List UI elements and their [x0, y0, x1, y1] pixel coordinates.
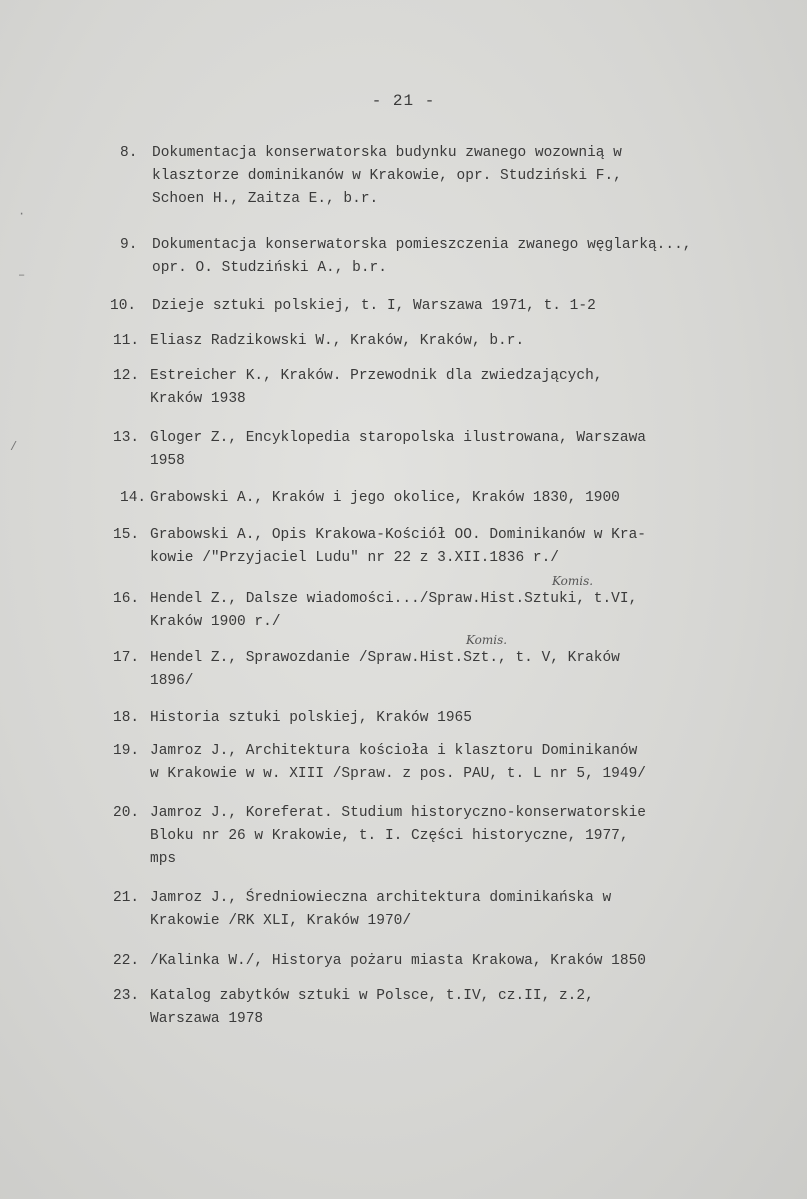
entry-text: Hendel Z., Sprawozdanie /Spraw.Hist.Szt., t. V, Kraków	[150, 650, 620, 666]
list-item	[0, 427, 646, 473]
entry-number: 20.	[113, 805, 140, 821]
entry-text: Jamroz J., Średniowieczna architektura dominikańska w	[150, 890, 612, 906]
entry-text: Eliasz Radzikowski W., Kraków, Kraków, b.r.	[150, 333, 525, 349]
entry-text: Katalog zabytków sztuki w Polsce, t.IV, cz.II, z.2,	[150, 988, 594, 1004]
entry-text: w Krakowie w w. XIII /Spraw. z pos. PAU, t. L nr 5, 1949/	[150, 766, 646, 782]
entry-text: Dokumentacja konserwatorska budynku zwanego wozownią w	[152, 145, 622, 161]
entry-text: 1958	[150, 453, 185, 469]
entry-text: kowie /"Przyjaciel Ludu" nr 22 z 3.XII.1836 r./	[150, 550, 559, 566]
list-item	[0, 887, 612, 933]
entry-number: 13.	[113, 430, 140, 446]
margin-tick: ·	[18, 207, 26, 221]
entry-text: Grabowski A., Opis Krakowa-Kościół OO. Dominikanów w Kra-	[150, 527, 646, 543]
entry-text: klasztorze dominikanów w Krakowie, opr. Studziński F.,	[152, 168, 622, 184]
entry-number: 18.	[113, 710, 140, 726]
entry-number: 19.	[113, 743, 140, 759]
entry-number: 9.	[120, 237, 138, 253]
list-item	[0, 365, 603, 411]
handwritten-note: Komis.	[466, 633, 508, 647]
entry-text: Jamroz J., Architektura kościoła i klasztoru Dominikanów	[150, 743, 638, 759]
entry-text: Gloger Z., Encyklopedia staropolska ilustrowana, Warszawa	[150, 430, 646, 446]
list-item	[0, 524, 646, 570]
entry-text: Hendel Z., Dalsze wiadomości.../Spraw.Hist.Sztuki, t.VI,	[150, 591, 638, 607]
entry-number: 15.	[113, 527, 140, 543]
entry-text: Dzieje sztuki polskiej, t. I, Warszawa 1971, t. 1-2	[152, 298, 596, 314]
entry-number: 12.	[113, 368, 140, 384]
entry-number: 10.	[110, 298, 137, 314]
entry-text: mps	[150, 851, 177, 867]
list-item	[0, 633, 620, 693]
list-item	[0, 740, 646, 786]
entry-number: 21.	[113, 890, 140, 906]
list-item	[0, 295, 596, 318]
margin-tick: /	[10, 440, 18, 454]
entry-number: 17.	[113, 650, 140, 666]
list-item	[0, 802, 646, 871]
list-item	[0, 707, 472, 730]
entry-text: Estreicher K., Kraków. Przewodnik dla zwiedzających,	[150, 368, 603, 384]
list-item	[0, 487, 620, 510]
entry-text: Dokumentacja konserwatorska pomieszczenia zwanego węglarką...,	[152, 237, 692, 253]
handwritten-note: Komis.	[552, 574, 594, 588]
list-item	[0, 234, 692, 280]
list-item	[0, 142, 622, 211]
entry-number: 16.	[113, 591, 140, 607]
list-item	[0, 985, 594, 1031]
entry-text: 1896/	[150, 673, 194, 689]
entry-text: opr. O. Studziński A., b.r.	[152, 260, 387, 276]
entry-text: Kraków 1900 r./	[150, 614, 281, 630]
entry-text: /Kalinka W./, Historya pożaru miasta Krakowa, Kraków 1850	[150, 953, 646, 969]
list-item	[0, 574, 638, 634]
entry-text: Schoen H., Zaitza E., b.r.	[152, 191, 379, 207]
entry-text: Bloku nr 26 w Krakowie, t. I. Części historyczne, 1977,	[150, 828, 629, 844]
entry-text: Krakowie /RK XLI, Kraków 1970/	[150, 913, 412, 929]
entry-text: Kraków 1938	[150, 391, 246, 407]
entry-number: 11.	[113, 333, 140, 349]
list-item	[0, 950, 646, 973]
entry-number: 8.	[120, 145, 138, 161]
entry-number: 23.	[113, 988, 140, 1004]
entry-text: Jamroz J., Koreferat. Studium historyczno-konserwatorskie	[150, 805, 646, 821]
entry-text: Warszawa 1978	[150, 1011, 264, 1027]
page-number: - 21 -	[371, 92, 436, 110]
entry-number: 14.	[120, 490, 147, 506]
entry-text: Historia sztuki polskiej, Kraków 1965	[150, 710, 472, 726]
entry-number: 22.	[113, 953, 140, 969]
entry-text: Grabowski A., Kraków i jego okolice, Kraków 1830, 1900	[150, 490, 620, 506]
margin-tick: –	[18, 268, 26, 282]
list-item	[0, 330, 525, 353]
